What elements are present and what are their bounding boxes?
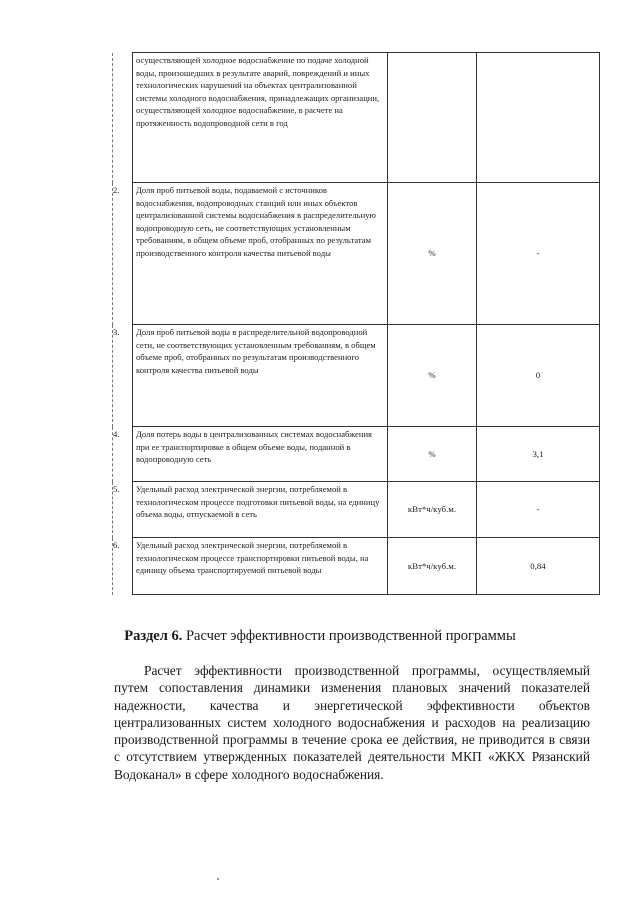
row-description: Удельный расход электрической энергии, потребляемой в технологическом процессе подготовки питьевой воды, на единицу объема воды, отпускаемой в сеть — [133, 482, 388, 538]
section-label: Раздел 6. — [124, 628, 183, 644]
row-unit: % — [388, 325, 477, 427]
row-value: 0,84 — [477, 538, 600, 595]
body-paragraph: Расчет эффективности производственной программы, осуществляемый путем сопоставления динамики изменения плановых значений показателей надежности, качества и энергетической эффективности объектов централизованных систем холодного водоснабжения и расходов на реализацию производственной программы в течение срока ее действия, не приводится в связи с отсутствием утвержденных показателей деятельности МКП «ЖКХ Рязанский Водоканал» в сфере холодного водоснабжения. — [114, 663, 590, 782]
row-unit — [388, 53, 477, 183]
table-row — [113, 325, 600, 427]
table-row — [113, 538, 600, 595]
row-value: 0 — [477, 325, 600, 427]
row-description: осуществляющей холодное водоснабжение по подаче холодной воды, произошедших в результате аварий, повреждений и иных технологических нарушений на объектах централизованной системы холодного водоснабжения, принадлежащих организации, осуществляющей холодное водоснабжение, в расчете на протяженность водопроводной сети в год — [133, 53, 388, 183]
table-row — [113, 183, 600, 325]
row-description: Доля потерь воды в централизованных системах водоснабжения при ее транспортировке в общем объеме воды, поданной в водопроводную сеть — [133, 427, 388, 482]
row-value: 3,1 — [477, 427, 600, 482]
row-number — [113, 53, 133, 183]
table-row — [113, 482, 600, 538]
section-heading — [0, 628, 640, 645]
indicators-table — [112, 52, 600, 595]
row-number: 5. — [113, 482, 133, 538]
row-unit: % — [388, 427, 477, 482]
table-row — [113, 53, 600, 183]
scan-speck — [217, 878, 219, 880]
row-number: 3. — [113, 325, 133, 427]
row-description: Удельный расход электрической энергии, потребляемой в технологическом процессе транспортировки питьевой воды, на единицу объема транспортируемой питьевой воды — [133, 538, 388, 595]
row-value — [477, 53, 600, 183]
row-number: 2. — [113, 183, 133, 325]
row-value: - — [477, 183, 600, 325]
row-unit: % — [388, 183, 477, 325]
row-number: 6. — [113, 538, 133, 595]
table-row — [113, 427, 600, 482]
section-title-text: Расчет эффективности производственной программы — [185, 628, 516, 644]
row-value: - — [477, 482, 600, 538]
row-unit: кВт*ч/куб.м. — [388, 538, 477, 595]
row-description: Доля проб питьевой воды, подаваемой с источников водоснабжения, водопроводных станций или иных объектов централизованной системы водоснабжения в распределительную водопроводную сеть, не соответствующих установленным требованиям, в общем объеме проб, отобранных по результатам производственного контроля качества питьевой воды — [133, 183, 388, 325]
row-number: 4. — [113, 427, 133, 482]
row-unit: кВт*ч/куб.м. — [388, 482, 477, 538]
row-description: Доля проб питьевой воды в распределительной водопроводной сети, не соответствующих установленным требованиям, в общем объеме проб, отобранных по результатам производственного контроля качества питьевой воды — [133, 325, 388, 427]
